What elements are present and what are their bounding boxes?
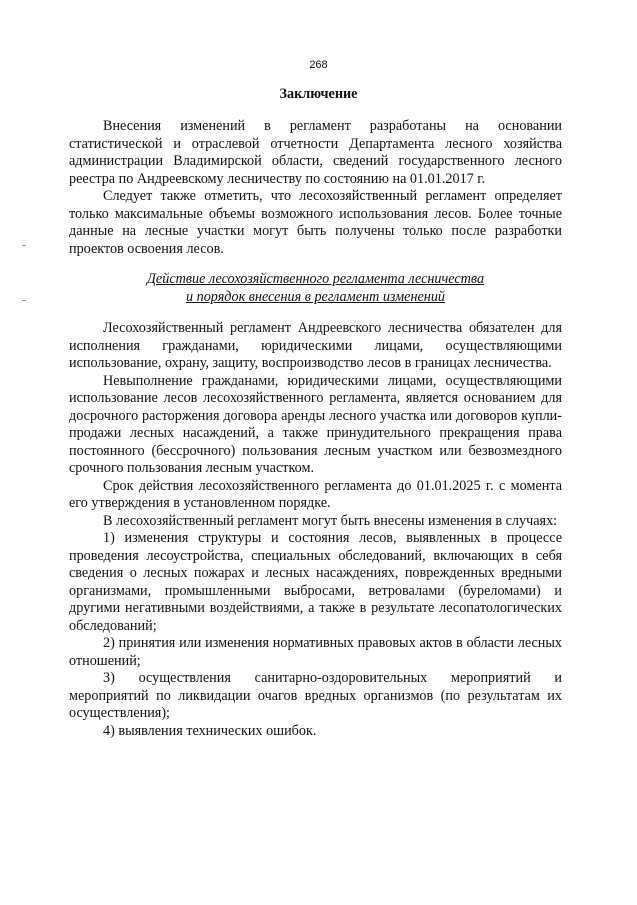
list-item: 1) изменения структуры и состояния лесов, выявленных в процессе проведения лесоустройства, специальных обследований, включающих в себя сведения о лесных пожарах и лесных насаждениях, поврежденных вредными организмами, промышленными выбросами, ветровалами (буреломами) и другими негативными воздействиями, а также в результате лесопатологических обследований; [69, 530, 562, 634]
list-item: 2) принятия или изменения нормативных правовых актов в области лесных отношений; [69, 635, 562, 669]
page-number: 268 [309, 59, 328, 71]
paragraph: Срок действия лесохозяйственного регламента до 01.01.2025 г. с момента его утверждения в установленном порядке. [69, 477, 562, 511]
subsection-heading-line: Действие лесохозяйственного регламента лесничества [146, 271, 485, 287]
section-heading: Заключение [279, 86, 358, 102]
paragraph: Лесохозяйственный регламент Андреевского лесничества обязателен для исполнения гражданами, юридическими лицами, осуществляющими использование, охрану, защиту, воспроизводство лесов в границах лесничества. [69, 320, 562, 371]
scan-mark [22, 300, 26, 301]
subsection-heading-line: и порядок внесения в регламент изменений [185, 289, 446, 305]
scan-mark [22, 245, 26, 246]
subsection-heading [69, 270, 562, 306]
intro-block [69, 118, 562, 258]
list-item: 3) осуществления санитарно-оздоровительных мероприятий и мероприятий по ликвидации очагов вредных организмов (по результатам их осуществления); [69, 670, 562, 721]
paragraph: Внесения изменений в регламент разработаны на основании статистической и отраслевой отчетности Департамента лесного хозяйства администрации Владимирской области, сведений государственного лесного реестра по Андреевскому лесничеству по состоянию на 01.01.2017 г. [69, 118, 562, 187]
paragraph: Следует также отметить, что лесохозяйственный регламент определяет только максимальные объемы возможного использования лесов. Более точные данные на лесные участки могут быть получены только после разработки проектов освоения лесов. [69, 188, 562, 257]
body-block [69, 320, 562, 740]
paragraph: Невыполнение гражданами, юридическими лицами, осуществляющими использование лесов лесохозяйственного регламента, является основанием для досрочного расторжения договора аренды лесного участка или договоров купли-продажи лесных насаждений, а также принудительного прекращения права постоянного (бессрочного) пользования лесным участком или безвозмездного срочного пользования лесным участком. [69, 372, 562, 476]
paragraph: В лесохозяйственный регламент могут быть внесены изменения в случаях: [103, 512, 558, 529]
list-item: 4) выявления технических ошибок. [103, 722, 317, 739]
